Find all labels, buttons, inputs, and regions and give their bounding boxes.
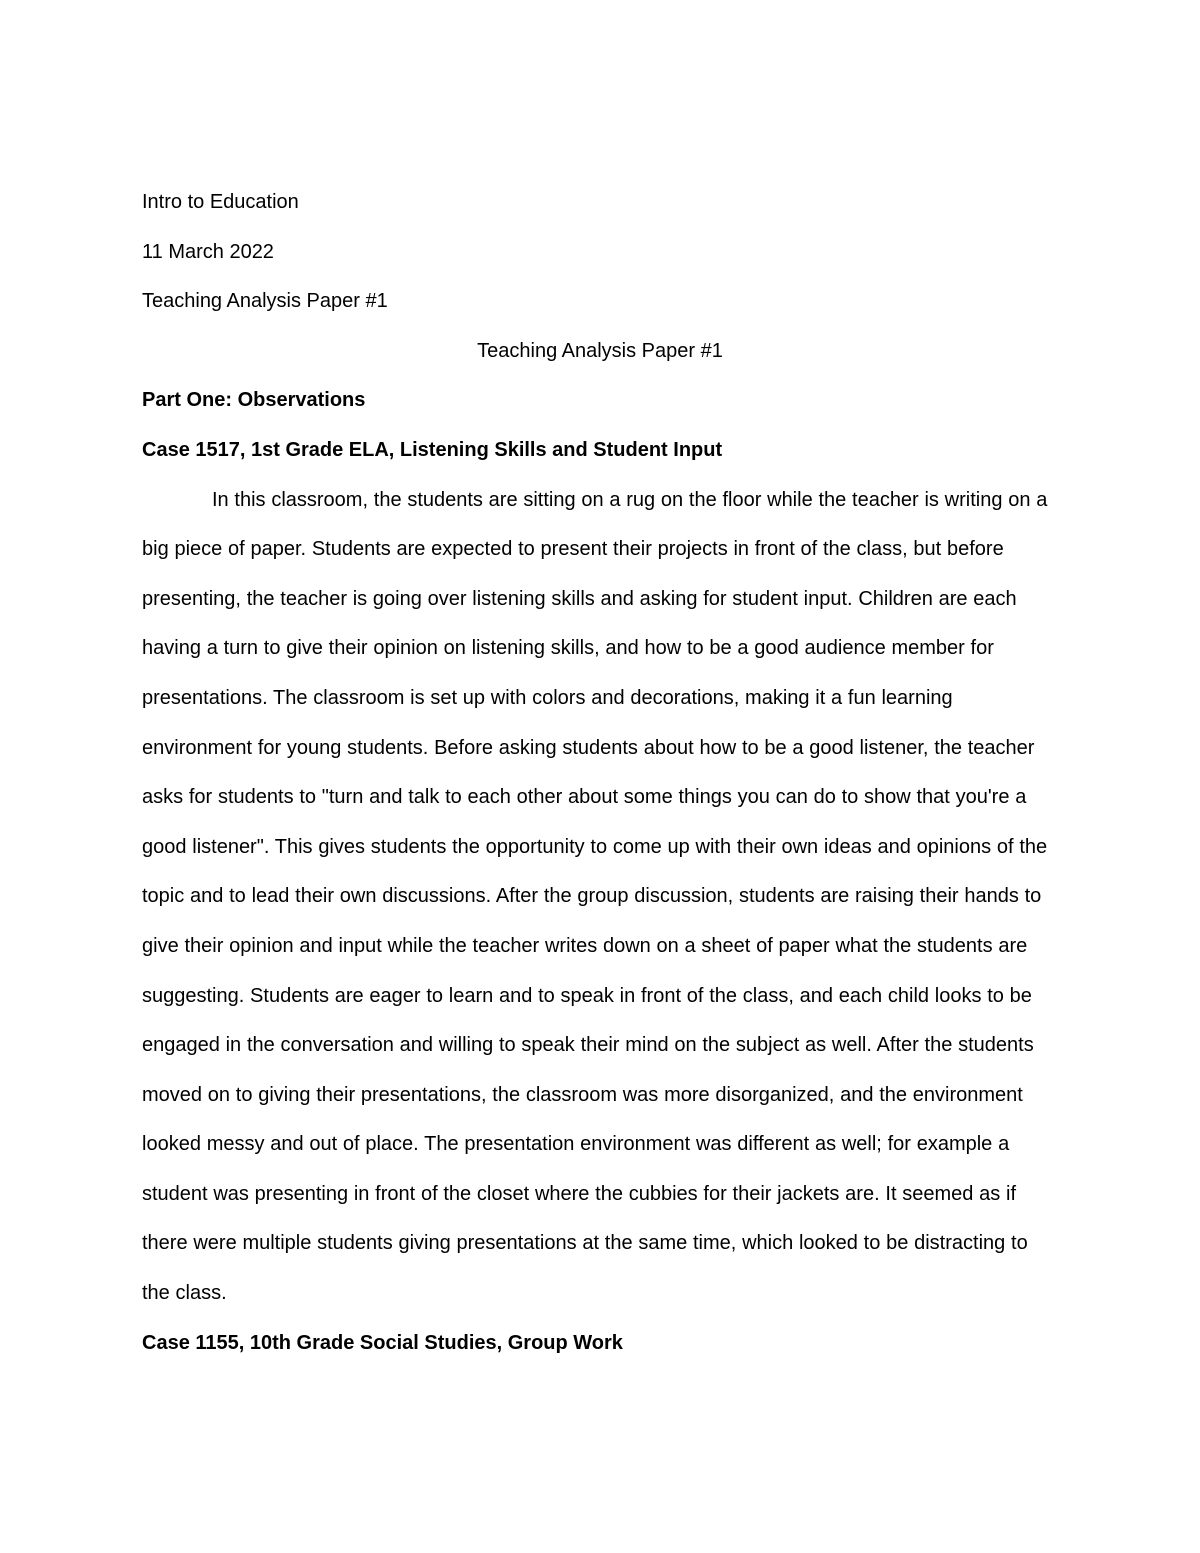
case-heading-1155: Case 1155, 10th Grade Social Studies, Group Work: [142, 1331, 623, 1354]
assignment-name: Teaching Analysis Paper #1: [142, 290, 388, 313]
paper-date: 11 March 2022: [142, 240, 274, 263]
case-1517-paragraph: In this classroom, the students are sitting on a rug on the floor while the teacher is writing on a big piece of paper. Students are expected to present their projects in front of the class, but before presenting, the teacher is going over listening skills and asking for student input. Children are each having a turn to give their opinion on listening skills, and how to be a good audience member for presentations. The classroom is set up with colors and decorations, making it a fun learning environment for young students. Before asking students about how to be a good listener, the teacher asks for students to "turn and talk to each other about some things you can do to show that you're a good listener". This gives students the opportunity to come up with their own ideas and opinions of the topic and to lead their own discussions. After the group discussion, students are raising their hands to give their opinion and input while the teacher writes down on a sheet of paper what the students are suggesting. Students are eager to learn and to speak in front of the class, and each child looks to be engaged in the conversation and willing to speak their mind on the subject as well. After the students moved on to giving their presentations, the classroom was more disorganized, and the environment looked messy and out of place. The presentation environment was different as well; for example a student was presenting in front of the closet where the cubbies for their jackets are. It seemed as if there were multiple students giving presentations at the same time, which looked to be distracting to the class.: [142, 488, 1048, 1305]
course-name: Intro to Education: [142, 191, 299, 213]
case-heading-1517: Case 1517, 1st Grade ELA, Listening Skills and Student Input: [142, 438, 723, 461]
section-heading-part-one: Part One: Observations: [142, 389, 366, 412]
paper-title: Teaching Analysis Paper #1: [477, 339, 723, 362]
paper-body: [142, 178, 1058, 1368]
